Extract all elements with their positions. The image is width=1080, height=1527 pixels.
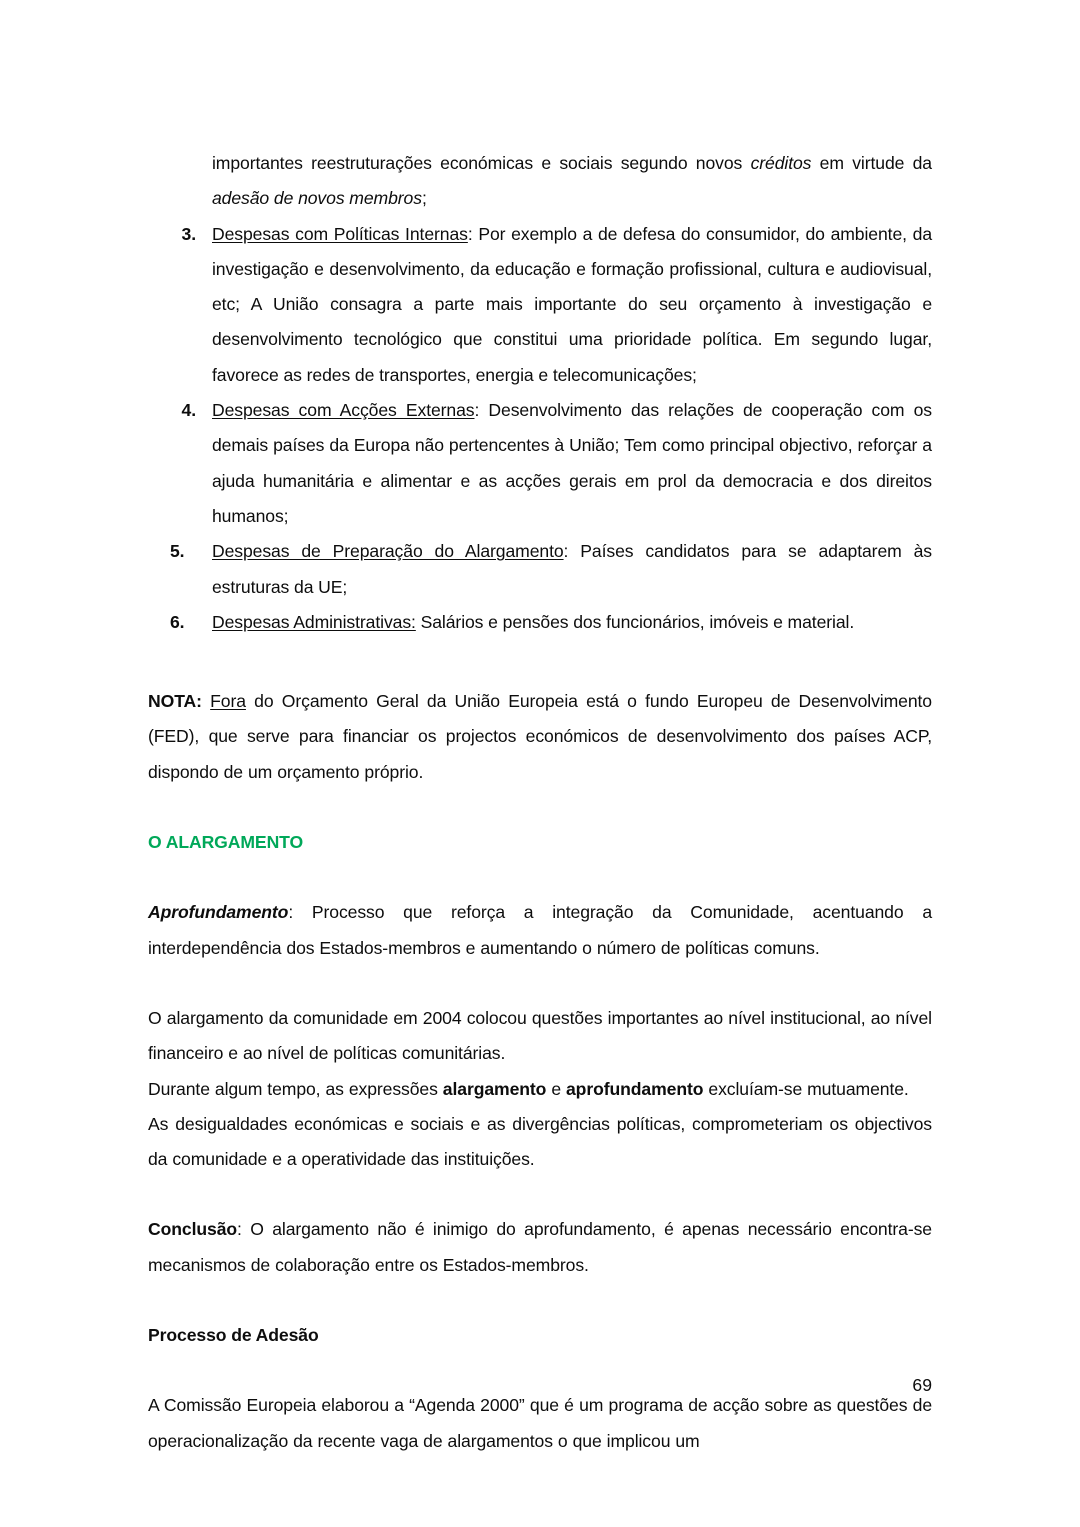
- page-number: 69: [912, 1375, 932, 1395]
- durante-bold-aprofundamento: aprofundamento: [566, 1078, 704, 1099]
- spacer: [148, 790, 932, 825]
- continuation-italic-creditos: créditos: [750, 153, 812, 173]
- list-item-number: 3.: [181, 223, 196, 244]
- durante-text-before: Durante algum tempo, as expressões: [148, 1078, 443, 1099]
- list-item-number: 4.: [181, 400, 196, 421]
- conclusao-paragraph: [148, 1212, 932, 1283]
- sub-heading-processo-adesao: Processo de Adesão: [148, 1325, 319, 1346]
- durante-text-middle: e: [546, 1078, 566, 1099]
- conclusao-label: Conclusão: [148, 1219, 238, 1240]
- list-item: [148, 605, 932, 640]
- list-item-body: : Países candidatos para se adaptarem às estruturas da UE;: [212, 541, 932, 597]
- paragraph-durante: [148, 1072, 932, 1107]
- list-item: [148, 534, 932, 605]
- list-item-body: Salários e pensões dos funcionários, imóveis e material.: [415, 611, 855, 632]
- spacer: [148, 640, 932, 684]
- conclusao-body: : O alargamento não é inimigo do aprofundamento, é apenas necessário encontra-se mecanismos de colaboração entre os Estados-membros.: [148, 1219, 932, 1275]
- aprofundamento-body: : Processo que reforça a integração da Comunidade, acentuando a interdependência dos Estados-membros e aumentando o número de políticas comuns.: [148, 902, 932, 958]
- paragraph-agenda-2000: A Comissão Europeia elaborou a “Agenda 2000” que é um programa de acção sobre as questões de operacionalização da recente vaga de alargamentos o que implicou um: [148, 1395, 932, 1451]
- list-item-number: 5.: [170, 541, 185, 562]
- list-item: [148, 217, 932, 393]
- continuation-text-middle: em virtude da: [811, 153, 932, 173]
- list-item-term: Despesas Administrativas:: [212, 611, 416, 632]
- list-item-body: : Por exemplo a de defesa do consumidor, do ambiente, da investigação e desenvolvimento, da educação e formação profissional, cultura e audiovisual, etc; A União consagra a parte mais importante do seu orçamento à investigação e desenvolvimento tecnológico que constitui uma prioridade política. Em segundo lugar, favorece as redes de transportes, energia e telecomunicações;: [212, 223, 933, 385]
- list-item-term: Despesas com Políticas Internas: [212, 223, 468, 244]
- durante-bold-alargamento: alargamento: [442, 1078, 547, 1099]
- list-item-number: 6.: [170, 611, 185, 632]
- list-item-body: : Desenvolvimento das relações de cooperação com os demais países da Europa não pertencentes à União; Tem como principal objectivo, reforçar a ajuda humanitária e alimentar e as acções gerais em prol da democracia e dos direitos humanos;: [212, 400, 932, 526]
- list-item-term: Despesas com Acções Externas: [212, 400, 475, 421]
- page-content: [148, 146, 932, 1459]
- list-item: [148, 393, 932, 534]
- nota-space: [202, 691, 210, 711]
- paragraph-desigualdades: As desigualdades económicas e sociais e as divergências políticas, comprometeriam os objectivos da comunidade e a operatividade das instituições.: [148, 1113, 932, 1170]
- continuation-text-after: ;: [421, 188, 427, 209]
- aprofundamento-term: Aprofundamento: [148, 902, 289, 923]
- paragraph-alargamento-2004: O alargamento da comunidade em 2004 colocou questões importantes ao nível institucional, ao nível financeiro e ao nível de políticas comunitárias.: [148, 1007, 932, 1064]
- aprofundamento-paragraph: [148, 895, 932, 966]
- spacer: [148, 1283, 932, 1318]
- continuation-paragraph: [148, 146, 932, 217]
- section-heading-alargamento: O ALARGAMENTO: [148, 832, 304, 853]
- spacer: [148, 860, 932, 895]
- nota-body: do Orçamento Geral da União Europeia está o fundo Europeu de Desenvolvimento (FED), que serve para financiar os projectos económicos de desenvolvimento dos países ACP, dispondo de um orçamento próprio.: [148, 691, 932, 782]
- nota-paragraph: [148, 684, 932, 790]
- spacer: [148, 1353, 932, 1388]
- nota-label: NOTA:: [148, 691, 202, 712]
- list-item-term: Despesas de Preparação do Alargamento: [212, 541, 564, 562]
- spacer: [148, 1177, 932, 1212]
- durante-text-after: excluíam-se mutuamente.: [703, 1078, 909, 1099]
- continuation-text-before: importantes reestruturações económicas e sociais segundo novos: [212, 153, 751, 173]
- nota-underlined-word: Fora: [210, 691, 246, 712]
- despesas-list: [148, 217, 932, 641]
- continuation-italic-adesao: adesão de novos membros: [212, 188, 422, 209]
- spacer: [148, 966, 932, 1001]
